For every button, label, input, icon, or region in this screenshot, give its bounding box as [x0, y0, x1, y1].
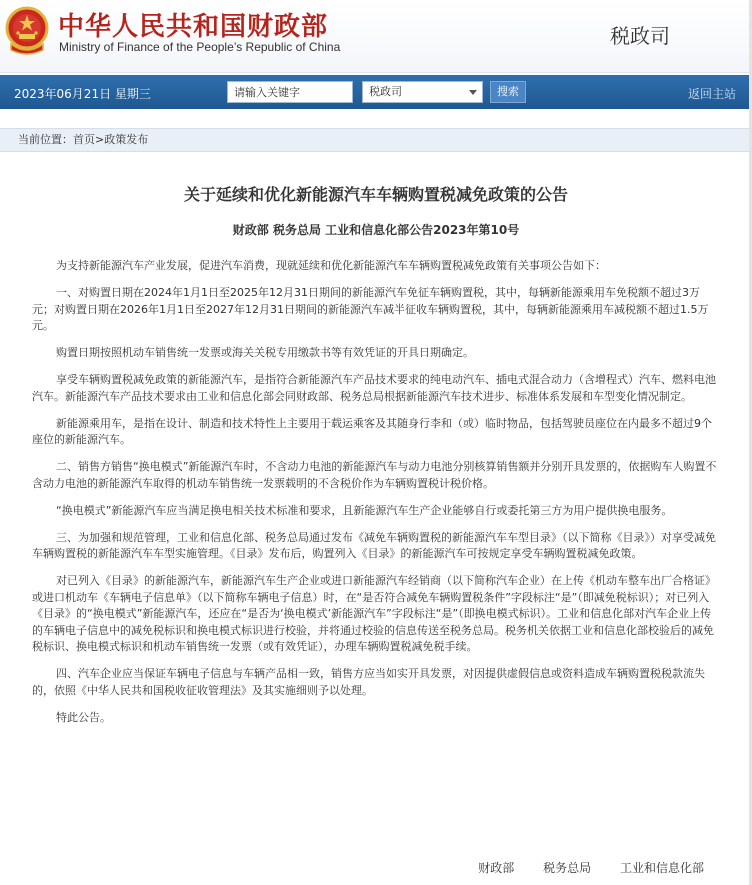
article-paragraph: “换电模式”新能源汽车应当满足换电相关技术标准和要求，且新能源汽车生产企业能够自行或委托第三方为用户提供换电服务。 — [56, 503, 673, 517]
search-input[interactable] — [227, 81, 353, 103]
chevron-down-icon — [469, 90, 477, 95]
breadcrumb-current[interactable]: 政策发布 — [104, 133, 149, 146]
article-paragraph: 特此公告。 — [56, 710, 111, 724]
article-paragraph: 购置日期按照机动车销售统一发票或海关关税专用缴款书等有效凭证的开具日期确定。 — [56, 346, 474, 359]
signer: 税务总局 — [543, 861, 592, 875]
article-paragraph: 四、汽车企业应当保证车辆电子信息与车辆产品相一致，销售方应当如实开具发票，对因提供虚假信息或资料造成车辆购置税税款流失的，依照《中华人民共和国税收征收管理法》及其实施细则予以处理。 — [32, 667, 705, 697]
article-body — [32, 258, 720, 737]
article-subtitle: 财政部 税务总局 工业和信息化部公告2023年第10号 — [232, 223, 520, 237]
site-subtitle: Ministry of Finance of the People’s Republic of China — [59, 40, 341, 54]
department-name: 税政司 — [610, 24, 670, 48]
breadcrumb-prefix: 当前位置： — [18, 133, 73, 146]
site-title: 中华人民共和国财政部 — [58, 12, 329, 42]
article-paragraph: 三、为加强和规范管理，工业和信息化部、税务总局通过发布《减免车辆购置税的新能源汽车车型目录》（以下简称《目录》）对享受减免车辆购置税的新能源汽车车型实施管理。《目录》发布后，购置列入《目录》的新能源汽车可按规定享受车辆购置税减免政策。 — [32, 530, 716, 560]
signer: 工业和信息化部 — [619, 861, 704, 875]
article-paragraph: 新能源乘用车，是指在设计、制造和技术特性上主要用于载运乘客及其随身行李和（或）临时物品，包括驾驶员座位在内最多不超过9个座位的新能源汽车。 — [32, 416, 712, 446]
breadcrumb-home-link[interactable]: 首页 — [73, 133, 95, 146]
signer: 财政部 — [478, 861, 515, 875]
national-emblem-icon — [5, 6, 49, 58]
breadcrumb-separator: > — [95, 133, 105, 146]
article-paragraph: 一、对购置日期在2024年1月1日至2025年12月31日期间的新能源汽车免征车辆购置税，其中，每辆新能源乘用车免税额不超过3万元；对购置日期在2026年1月1日至2027年12月31日期间的新能源汽车减半征收车辆购置税，其中，每辆新能源乘用车减税额不超过1.5万元。 — [32, 286, 709, 332]
article-signers — [453, 859, 704, 876]
top-navbar — [0, 75, 752, 109]
article-paragraph: 二、销售方销售“换电模式”新能源汽车时，不含动力电池的新能源汽车与动力电池分别核算销售额并分别开具发票的，依据购车人购置不含动力电池的新能源汽车取得的机动车销售统一发票载明的不含税价作为车辆购置税计税价格。 — [32, 460, 717, 490]
category-select[interactable] — [362, 81, 483, 103]
breadcrumb — [0, 128, 752, 152]
home-link[interactable]: 返回主站 — [687, 87, 736, 101]
article-paragraph: 享受车辆购置税减免政策的新能源汽车，是指符合新能源汽车产品技术要求的纯电动汽车、插电式混合动力（含增程式）汽车、燃料电池汽车。新能源汽车产品技术要求由工业和信息化部会同财政部、税务总局根据新能源汽车技术进步、标准体系发展和车型变化情况制定。 — [32, 373, 716, 403]
article-paragraph: 为支持新能源汽车产业发展，促进汽车消费，现就延续和优化新能源汽车车辆购置税减免政策有关事项公告如下： — [56, 259, 606, 272]
article-paragraph: 对已列入《目录》的新能源汽车，新能源汽车生产企业或进口新能源汽车经销商（以下简称汽车企业）在上传《机动车整车出厂合格证》或进口机动车《车辆电子信息单》（以下简称车辆电子信息）时，在“是否符合减免车辆购置税条件”字段标注“是”（即减免税标识）；对已列入《目录》的“换电模式”新能源汽车，还应在“是否为‘换电模式’新能源汽车”字段标注“是”（即换电模式标识）。工业和信息化部对汽车企业上传的车辆电子信息中的减免税标识和换电模式标识进行校验，并将通过校验的信息传送至税务总局。税务机关依据工业和信息化部校验后的减免税标识、换电模式标识和机动车销售统一发票（或有效凭证），办理车辆购置税减免税手续。 — [32, 574, 716, 653]
article-title: 关于延续和优化新能源汽车车辆购置税减免政策的公告 — [183, 185, 568, 204]
category-select-value: 税政司 — [369, 85, 402, 98]
current-date: 2023年06月21日 星期三 — [14, 87, 151, 101]
site-header — [0, 0, 752, 73]
search-button[interactable]: 搜索 — [490, 81, 526, 103]
